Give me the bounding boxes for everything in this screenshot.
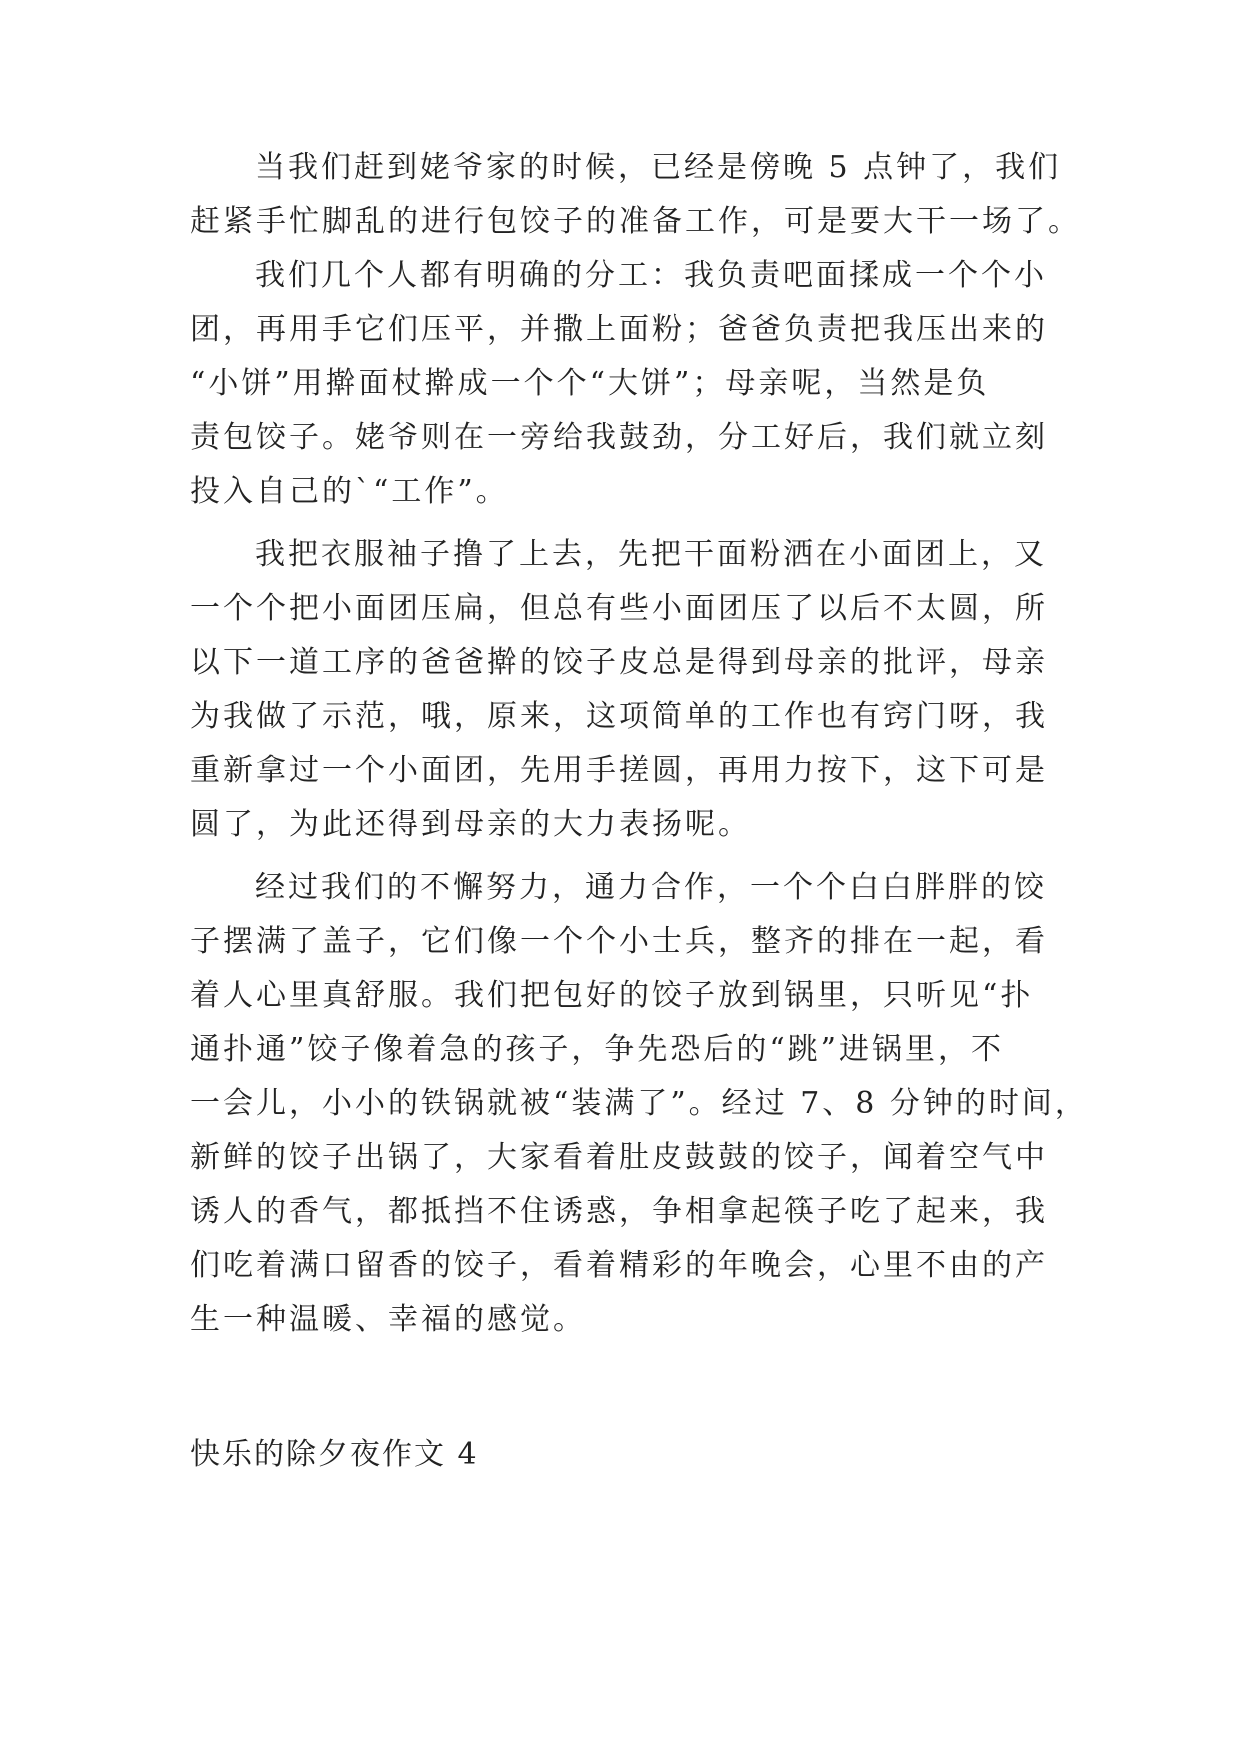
- paragraph-4-line-2: 子摆满了盖子，它们像一个个小士兵，整齐的排在一起，看: [190, 924, 1048, 959]
- paragraph-3-line-4: 为我做了示范，哦，原来，这项简单的工作也有窍门呀，我: [190, 699, 1048, 734]
- paragraph-2-line-2: 团，再用手它们压平，并撒上面粉；爸爸负责把我压出来的: [190, 312, 1048, 347]
- paragraph-4-line-5: 一会儿，小小的铁锅就被“装满了”。经过 7、8 分钟的时间，: [190, 1086, 1088, 1121]
- paragraph-2-line-4: 责包饺子。姥爷则在一旁给我鼓劲，分工好后，我们就立刻: [190, 420, 1048, 455]
- paragraph-3-line-1: 我把衣服袖子撸了上去，先把干面粉洒在小面团上，又: [255, 537, 1047, 572]
- paragraph-1-line-1: 当我们赶到姥爷家的时候，已经是傍晚 5 点钟了，我们: [255, 150, 1062, 185]
- paragraph-4-line-9: 生一种温暖、幸福的感觉。: [190, 1302, 586, 1337]
- paragraph-3-line-3: 以下一道工序的爸爸擀的饺子皮总是得到母亲的批评，母亲: [190, 645, 1048, 680]
- paragraph-3-line-6: 圆了，为此还得到母亲的大力表扬呢。: [190, 807, 751, 842]
- paragraph-2-line-3: “小饼”用擀面杖擀成一个个“大饼”；母亲呢，当然是负: [190, 366, 990, 401]
- paragraph-1-line-2: 赶紧手忙脚乱的进行包饺子的准备工作，可是要大干一场了。: [190, 204, 1081, 239]
- paragraph-3-line-5: 重新拿过一个小面团，先用手搓圆，再用力按下，这下可是: [190, 753, 1048, 788]
- paragraph-4-line-4: 通扑通”饺子像着急的孩子，争先恐后的“跳”进锅里，不: [190, 1032, 1005, 1067]
- paragraph-3-line-2: 一个个把小面团压扁，但总有些小面团压了以后不太圆，所: [190, 591, 1048, 626]
- paragraph-2-line-1: 我们几个人都有明确的分工：我负责吧面揉成一个个小: [255, 258, 1047, 293]
- paragraph-4-line-3: 着人心里真舒服。我们把包好的饺子放到锅里，只听见“扑: [190, 978, 1034, 1013]
- paragraph-4-line-7: 诱人的香气，都抵挡不住诱惑，争相拿起筷子吃了起来，我: [190, 1194, 1048, 1229]
- paragraph-2-line-5: 投入自己的`“工作”。: [190, 474, 509, 509]
- paragraph-4-line-6: 新鲜的饺子出锅了，大家看着肚皮鼓鼓的饺子，闻着空气中: [190, 1140, 1048, 1175]
- paragraph-4-line-8: 们吃着满口留香的饺子，看着精彩的年晚会，心里不由的产: [190, 1248, 1048, 1283]
- paragraph-4-line-1: 经过我们的不懈努力，通力合作，一个个白白胖胖的饺: [255, 870, 1047, 905]
- section-title: 快乐的除夕夜作文 4: [190, 1437, 479, 1472]
